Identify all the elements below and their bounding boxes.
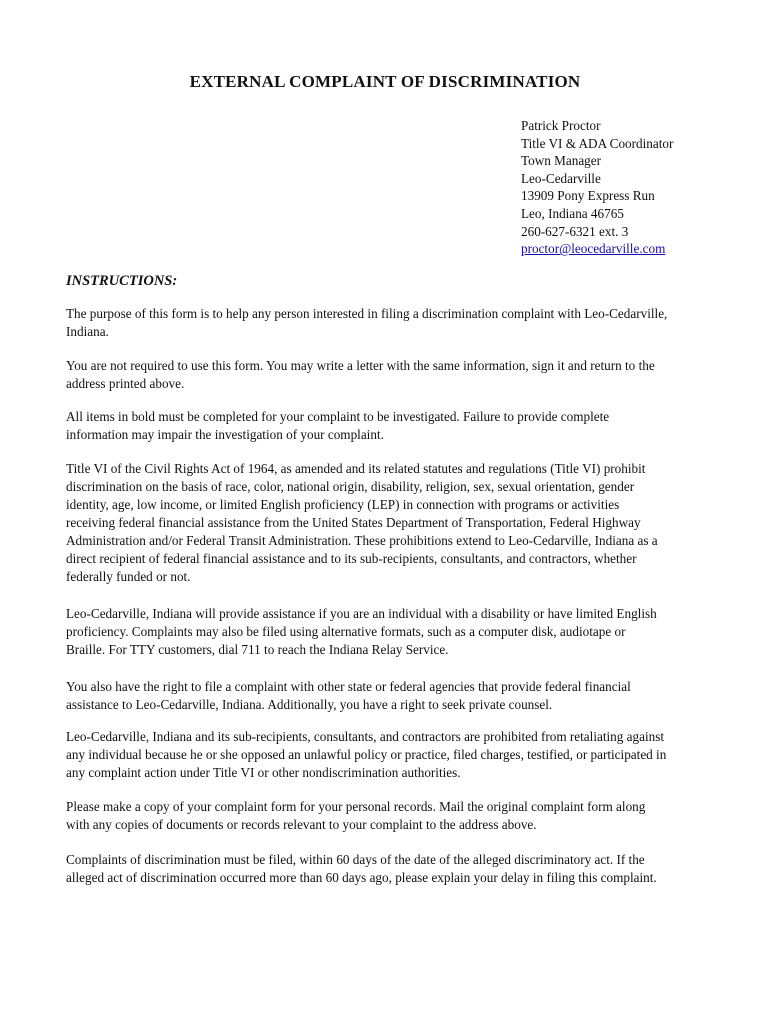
paragraph-filing-deadline <box>66 851 716 887</box>
paragraph-other-agencies <box>66 678 716 714</box>
contact-position: Town Manager <box>521 153 602 169</box>
paragraph-line: any individual because he or she opposed an unlawful policy or practice, filed charges, testified, or participated in <box>66 747 667 762</box>
contact-phone: 260-627-6321 ext. 3 <box>521 223 629 239</box>
paragraph-line: identity, age, low income, or limited English proficiency (LEP) in connection with programs or activities <box>66 497 620 512</box>
paragraph-line: Braille. For TTY customers, dial 711 to reach the Indiana Relay Service. <box>66 642 449 657</box>
paragraph-line: assistance to Leo-Cedarville, Indiana. Additionally, you have a right to seek private counsel. <box>66 697 553 712</box>
contact-role: Title VI & ADA Coordinator <box>521 135 674 151</box>
paragraph-line: You are not required to use this form. You may write a letter with the same information, sign it and return to the <box>66 358 655 373</box>
paragraph-letter-option <box>66 357 716 393</box>
paragraph-line: Please make a copy of your complaint form for your personal records. Mail the original complaint form along <box>66 799 646 814</box>
paragraph-line: direct recipient of federal financial assistance and to its sub-recipients, consultants, and contractors, whether <box>66 551 637 566</box>
paragraph-line: Indiana. <box>66 324 109 339</box>
paragraph-line: Complaints of discrimination must be filed, within 60 days of the date of the alleged discriminatory act. If the <box>66 852 645 867</box>
paragraph-bold-items <box>66 408 716 444</box>
paragraph-line: any complaint action under Title VI or other nondiscrimination authorities. <box>66 765 461 780</box>
paragraph-line: All items in bold must be completed for your complaint to be investigated. Failure to provide complete <box>66 409 610 424</box>
contact-org: Leo-Cedarville <box>521 170 601 186</box>
contact-email-link[interactable]: proctor@leocedarville.com <box>521 241 666 257</box>
paragraph-line: with any copies of documents or records relevant to your complaint to the address above. <box>66 817 537 832</box>
paragraph-line: Leo-Cedarville, Indiana will provide assistance if you are an individual with a disability or have limited English <box>66 606 657 621</box>
paragraph-line: discrimination on the basis of race, color, national origin, disability, religion, sex, sexual orientation, gender <box>66 479 635 494</box>
paragraph-copy-records <box>66 798 716 834</box>
contact-name: Patrick Proctor <box>521 118 601 133</box>
paragraph-title-vi <box>66 460 716 586</box>
paragraph-line: alleged act of discrimination occurred more than 60 days ago, please explain your delay in filing this complaint. <box>66 870 657 885</box>
paragraph-line: federally funded or not. <box>66 569 191 584</box>
paragraph-line: Title VI of the Civil Rights Act of 1964, as amended and its related statutes and regulations (Title VI) prohibit <box>66 461 646 476</box>
page-title: EXTERNAL COMPLAINT OF DISCRIMINATION <box>189 72 581 91</box>
paragraph-line: receiving federal financial assistance from the United States Department of Transportation, Federal Highway <box>66 515 641 530</box>
contact-city: Leo, Indiana 46765 <box>521 205 624 221</box>
paragraph-purpose <box>66 305 716 341</box>
paragraph-line: Administration and/or Federal Transit Administration. These prohibitions extend to Leo-Cedarville, Indiana as a <box>66 533 658 548</box>
paragraph-line: proficiency. Complaints may also be filed using alternative formats, such as a computer disk, audiotape or <box>66 624 626 639</box>
instructions-heading: INSTRUCTIONS: <box>66 273 178 289</box>
contact-street: 13909 Pony Express Run <box>521 188 655 204</box>
paragraph-line: The purpose of this form is to help any person interested in filing a discrimination complaint with Leo-Cedarville, <box>66 306 668 321</box>
paragraph-assistance <box>66 605 716 659</box>
contact-block <box>521 117 761 258</box>
paragraph-line: Leo-Cedarville, Indiana and its sub-recipients, consultants, and contractors are prohibited from retaliating against <box>66 729 665 744</box>
paragraph-retaliation <box>66 728 716 782</box>
paragraph-line: address printed above. <box>66 376 185 391</box>
paragraph-line: You also have the right to file a complaint with other state or federal agencies that provide federal financial <box>66 679 631 694</box>
paragraph-line: information may impair the investigation of your complaint. <box>66 427 384 442</box>
